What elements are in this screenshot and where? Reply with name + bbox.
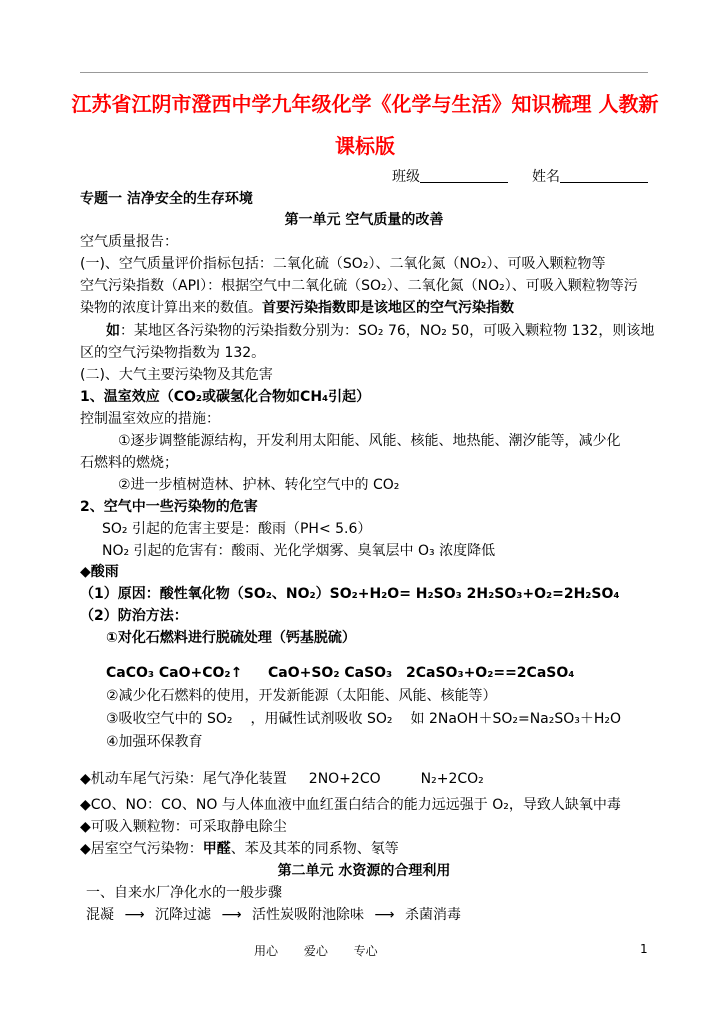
prevention-2: ②减少化石燃料的使用，开发新能源（太阳能、风能、核能等）: [106, 688, 497, 704]
desulfurization-eq-2: CaO+SO₂ CaSO₃: [268, 665, 393, 681]
acid-rain-heading: ◆酸雨: [80, 564, 119, 580]
paragraph-api: 空气污染指数（API）：根据空气中二氧化硫（SO₂）、二氧化氮（NO₂）、可吸入颗粒物等污: [80, 278, 638, 294]
footer-motto: 用心 爱心 专心: [254, 944, 378, 958]
section-pollutants: (二)、大气主要污染物及其危害: [80, 367, 273, 383]
name-label: 姓名: [532, 169, 560, 185]
header-rule: [80, 72, 648, 73]
unit2-heading: 第二单元 水资源的合理利用: [277, 863, 451, 879]
document-title-line1: 江苏省江阴市澄西中学九年级化学《化学与生活》知识梳理 人教新: [71, 92, 659, 116]
example-line-cont: 区的空气污染物指数为 132。: [80, 345, 266, 361]
class-blank: [420, 168, 508, 183]
co-no-hazard: ◆CO、NO：CO、NO 与人体血液中血红蛋白结合的能力远远强于 O₂，导致人缺氧中毒: [80, 797, 621, 813]
student-info: [392, 168, 648, 186]
step-3: 活性炭吸附池除味: [251, 907, 364, 923]
topic-heading: 专题一 洁净安全的生存环境: [80, 191, 253, 207]
unit1-heading: 第一单元 空气质量的改善: [284, 212, 444, 228]
so2-hazard: SO₂ 引起的危害主要是：酸雨（PH< 5.6）: [102, 521, 372, 537]
name-blank: [560, 168, 648, 183]
document-title-line2: 课标版: [335, 134, 395, 158]
particulate-control: ◆可吸入颗粒物：可采取静电除尘: [80, 819, 287, 835]
indoor-pollutants: ◆居室空气污染物：甲醛、苯及其苯的同系物、氡等: [80, 841, 399, 857]
pollutant-hazards-heading: 2、空气中一些污染物的危害: [80, 499, 258, 515]
measure-1-cont: 石燃料的燃烧；: [80, 455, 178, 471]
class-label: 班级: [392, 169, 420, 185]
no2-hazard: NO₂ 引起的危害有：酸雨、光化学烟雾、臭氧层中 O₃ 浓度降低: [102, 543, 496, 559]
example-line: 如：某地区各污染物的污染指数分别为：SO₂ 76，NO₂ 50，可吸入颗粒物 132，则该地: [106, 323, 655, 339]
paragraph-indicators: (一)、空气质量评价指标包括：二氧化硫（SO₂）、二氧化氮（NO₂）、可吸入颗粒物等: [80, 256, 606, 272]
measure-2: ②进一步植树造林、护林、转化空气中的 CO₂: [118, 477, 400, 493]
air-quality-report-label: 空气质量报告：: [80, 234, 178, 250]
greenhouse-heading: 1、温室效应（CO₂或碳氢化合物如CH₄引起）: [80, 389, 371, 405]
acid-rain-prevention: （2）防治方法：: [80, 608, 188, 624]
desulfurization-eq-3: 2CaSO₃+O₂==2CaSO₄: [406, 665, 575, 681]
prevention-4: ④加强环保教育: [106, 734, 203, 750]
arrow-right-icon: ⟶: [374, 907, 395, 923]
prevention-3: ③吸收空气中的 SO₂ ，用碱性试剂吸收 SO₂ 如 2NaOH＋SO₂=Na₂SO₃＋H₂O: [106, 711, 622, 727]
step-2: 沉降过滤: [154, 907, 211, 923]
water-purification-heading: 一、自来水厂净化水的一般步骤: [86, 885, 282, 901]
measure-1: ①逐步调整能源结构，开发利用太阳能、风能、核能、地热能、潮汐能等，减少化: [118, 433, 621, 449]
step-1: 混凝: [86, 907, 114, 923]
acid-rain-cause: （1）原因：酸性氧化物（SO₂、NO₂）SO₂+H₂O= H₂SO₃ 2H₂SO₃+O₂=2H₂SO₄: [80, 586, 620, 602]
example-label: 如: [106, 323, 120, 339]
page-number: 1: [640, 942, 648, 956]
greenhouse-measures-label: 控制温室效应的措施：: [80, 411, 220, 427]
desulfurization-eq-1: CaCO₃ CaO+CO₂↑: [106, 665, 243, 681]
paragraph-api-cont: 染物的浓度计算出来的数值。首要污染指数即是该地区的空气污染指数: [80, 300, 514, 316]
vehicle-exhaust: ◆机动车尾气污染：尾气净化装置 2NO+2CO N₂+2CO₂: [80, 771, 484, 787]
arrow-right-icon: ⟶: [221, 907, 242, 923]
step-4: 杀菌消毒: [404, 907, 461, 923]
purification-steps: [86, 906, 461, 924]
api-key-sentence: 首要污染指数即是该地区的空气污染指数: [262, 300, 514, 316]
prevention-1: ①对化石燃料进行脱硫处理（钙基脱硫）: [106, 630, 356, 646]
arrow-right-icon: ⟶: [124, 907, 145, 923]
